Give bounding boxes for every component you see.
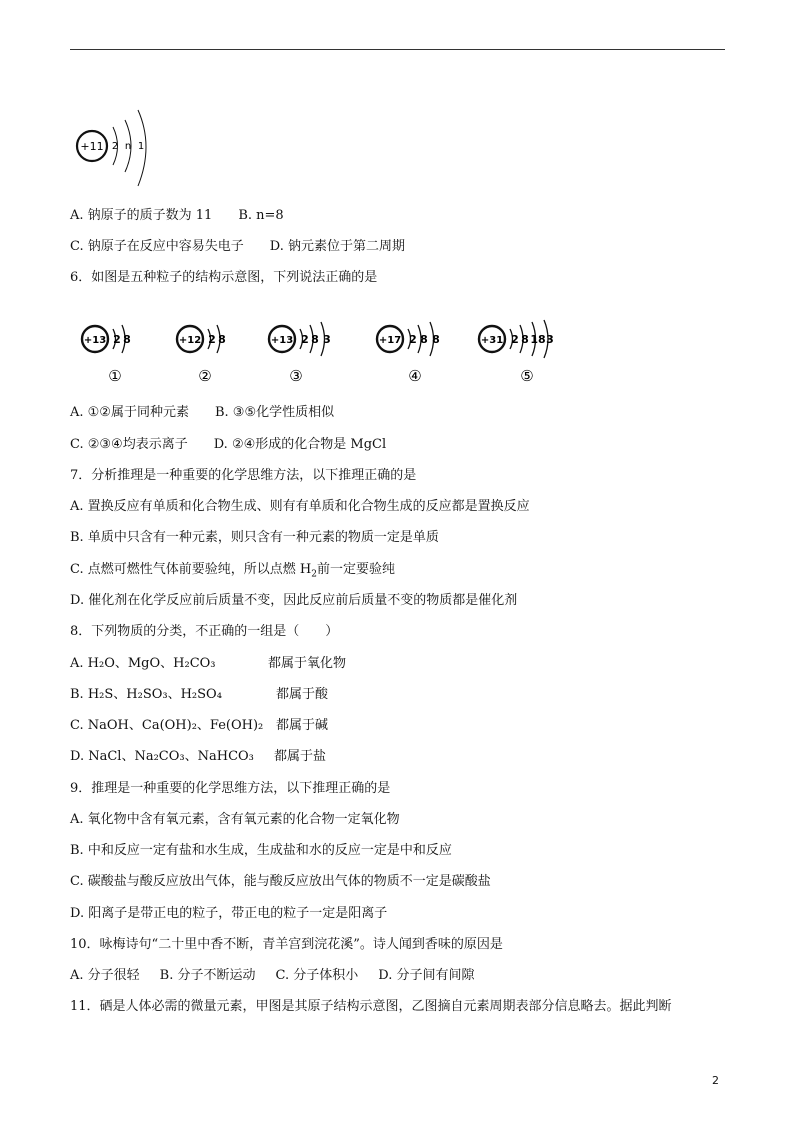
nucleus-charge: +17 xyxy=(378,335,402,346)
particle-label: ④ xyxy=(408,367,422,385)
q8-option-b-desc: 都属于酸 xyxy=(276,687,329,702)
nucleus-charge: +31 xyxy=(480,335,504,346)
shell-electron-count: 3 xyxy=(323,333,331,346)
q9-option-c: C. 碳酸盐与酸反应放出气体，能与酸反应放出气体的物质不一定是碳酸盐 xyxy=(70,874,491,889)
q7-option-b: B. 单质中只含有一种元素，则只含有一种元素的物质一定是单质 xyxy=(70,530,439,545)
page-number: 2 xyxy=(712,1074,719,1087)
q7-stem: 7．分析推理是一种重要的化学思维方法，以下推理正确的是 xyxy=(70,468,417,483)
shell-electron-count: 8 xyxy=(311,333,319,346)
particle-label: ② xyxy=(198,367,212,385)
q6-option-c: C. ②③④均表示离子 xyxy=(70,437,188,452)
q11-stem: 11．硒是人体必需的微量元素，甲图是其原子结构示意图，乙图摘自元素周期表部分信息略去。据此判断 xyxy=(70,999,672,1014)
q8-option-d xyxy=(70,748,326,766)
q8-option-c-desc: 都属于碱 xyxy=(276,718,329,733)
q8-option-c-formulas: C. NaOH、Ca(OH)₂、Fe(OH)₂ xyxy=(70,718,264,733)
q5-option-d: D. 钠元素位于第二周期 xyxy=(269,239,405,254)
shell-electron-count: 2 xyxy=(113,333,121,346)
q7-option-c-pre: C. 点燃可燃性气体前要验纯，所以点燃 H xyxy=(70,562,312,577)
five-particles-diagram xyxy=(70,305,570,387)
q6-stem: 6．如图是五种粒子的结构示意图，下列说法正确的是 xyxy=(70,270,378,285)
nucleus-charge: +13 xyxy=(83,335,107,346)
q5-option-b: B. n=8 xyxy=(238,208,284,223)
q8-option-c xyxy=(70,717,328,735)
particle-1 xyxy=(82,325,131,385)
q7-option-a: A. 置换反应有单质和化合物生成、则有有单质和化合物生成的反应都是置换反应 xyxy=(70,499,530,514)
shell-electron-count: 2 xyxy=(409,333,417,346)
shell-electron-count: 2 xyxy=(208,333,216,346)
q8-stem: 8．下列物质的分类，不正确的一组是（ ） xyxy=(70,624,339,639)
q9-option-b: B. 中和反应一定有盐和水生成，生成盐和水的反应一定是中和反应 xyxy=(70,843,452,858)
nucleus-charge: +11 xyxy=(80,140,104,153)
q7-option-c xyxy=(70,561,395,584)
particle-4 xyxy=(377,322,440,385)
q5-option-a: A. 钠原子的质子数为 11 xyxy=(70,208,213,223)
q5-option-c: C. 钠原子在反应中容易失电子 xyxy=(70,239,244,254)
q10-options xyxy=(70,967,474,985)
q8-option-a-formulas: A. H₂O、MgO、H₂CO₃ xyxy=(70,656,216,671)
q6-option-d: D. ②④形成的化合物是 MgCl xyxy=(213,437,387,452)
shell-electron-count: 2 xyxy=(111,141,119,152)
q9-option-a: A. 氧化物中含有氧元素，含有氧元素的化合物一定氧化物 xyxy=(70,812,400,827)
shell-electron-count: 3 xyxy=(546,333,554,346)
shell-electron-count: 1 xyxy=(137,141,145,152)
q7-option-c-post: 前一定要验纯 xyxy=(316,562,395,577)
q8-option-a-desc: 都属于氧化物 xyxy=(268,656,347,671)
particle-2 xyxy=(177,325,226,385)
q10-stem: 10．咏梅诗句“二十里中香不断，青羊宫到浣花溪”。诗人闻到香味的原因是 xyxy=(70,937,503,952)
q9-option-d: D. 阳离子是带正电的粒子，带正电的粒子一定是阳离子 xyxy=(70,906,388,921)
nucleus-charge: +12 xyxy=(178,335,202,346)
q7-option-c-sub: 2 xyxy=(311,569,317,580)
q10-option-c: C. 分子体积小 xyxy=(275,968,359,983)
shell-electron-count: n xyxy=(124,141,132,152)
q9-stem: 9．推理是一种重要的化学思维方法，以下推理正确的是 xyxy=(70,781,391,796)
q10-option-d: D. 分子间有间隙 xyxy=(378,968,475,983)
particle-label: ③ xyxy=(289,367,303,385)
q6-options-cd xyxy=(70,436,386,454)
shell-electron-count: 8 xyxy=(521,333,529,346)
q8-option-d-desc: 都属于盐 xyxy=(274,749,327,764)
q8-option-b xyxy=(70,686,328,704)
particle-label: ① xyxy=(108,367,122,385)
q6-options-ab xyxy=(70,404,334,422)
shell-electron-count: 2 xyxy=(301,333,309,346)
q6-option-b: B. ③⑤化学性质相似 xyxy=(214,405,335,420)
sodium-atom-diagram xyxy=(70,100,160,192)
particle-5 xyxy=(479,320,554,385)
q10-option-b: B. 分子不断运动 xyxy=(159,968,256,983)
q10-option-a: A. 分子很轻 xyxy=(70,968,140,983)
header-rule xyxy=(70,49,725,50)
shell-electron-count: 8 xyxy=(420,333,428,346)
nucleus-charge: +13 xyxy=(270,335,294,346)
shell-electron-count: 8 xyxy=(218,333,226,346)
particle-3 xyxy=(269,322,331,385)
q6-option-a: A. ①②属于同种元素 xyxy=(70,405,189,420)
particle-label: ⑤ xyxy=(520,367,534,385)
q8-option-a xyxy=(70,655,346,673)
shell-electron-count: 18 xyxy=(530,333,546,346)
shell-electron-count: 2 xyxy=(511,333,519,346)
q5-options-ab xyxy=(70,207,284,225)
q8-option-b-formulas: B. H₂S、H₂SO₃、H₂SO₄ xyxy=(70,687,222,702)
shell-electron-count: 8 xyxy=(432,333,440,346)
q7-option-d: D. 催化剂在化学反应前后质量不变，因此反应前后质量不变的物质都是催化剂 xyxy=(70,593,518,608)
q8-option-d-formulas: D. NaCl、Na₂CO₃、NaHCO₃ xyxy=(70,749,254,764)
q5-options-cd xyxy=(70,238,405,256)
shell-electron-count: 8 xyxy=(123,333,131,346)
